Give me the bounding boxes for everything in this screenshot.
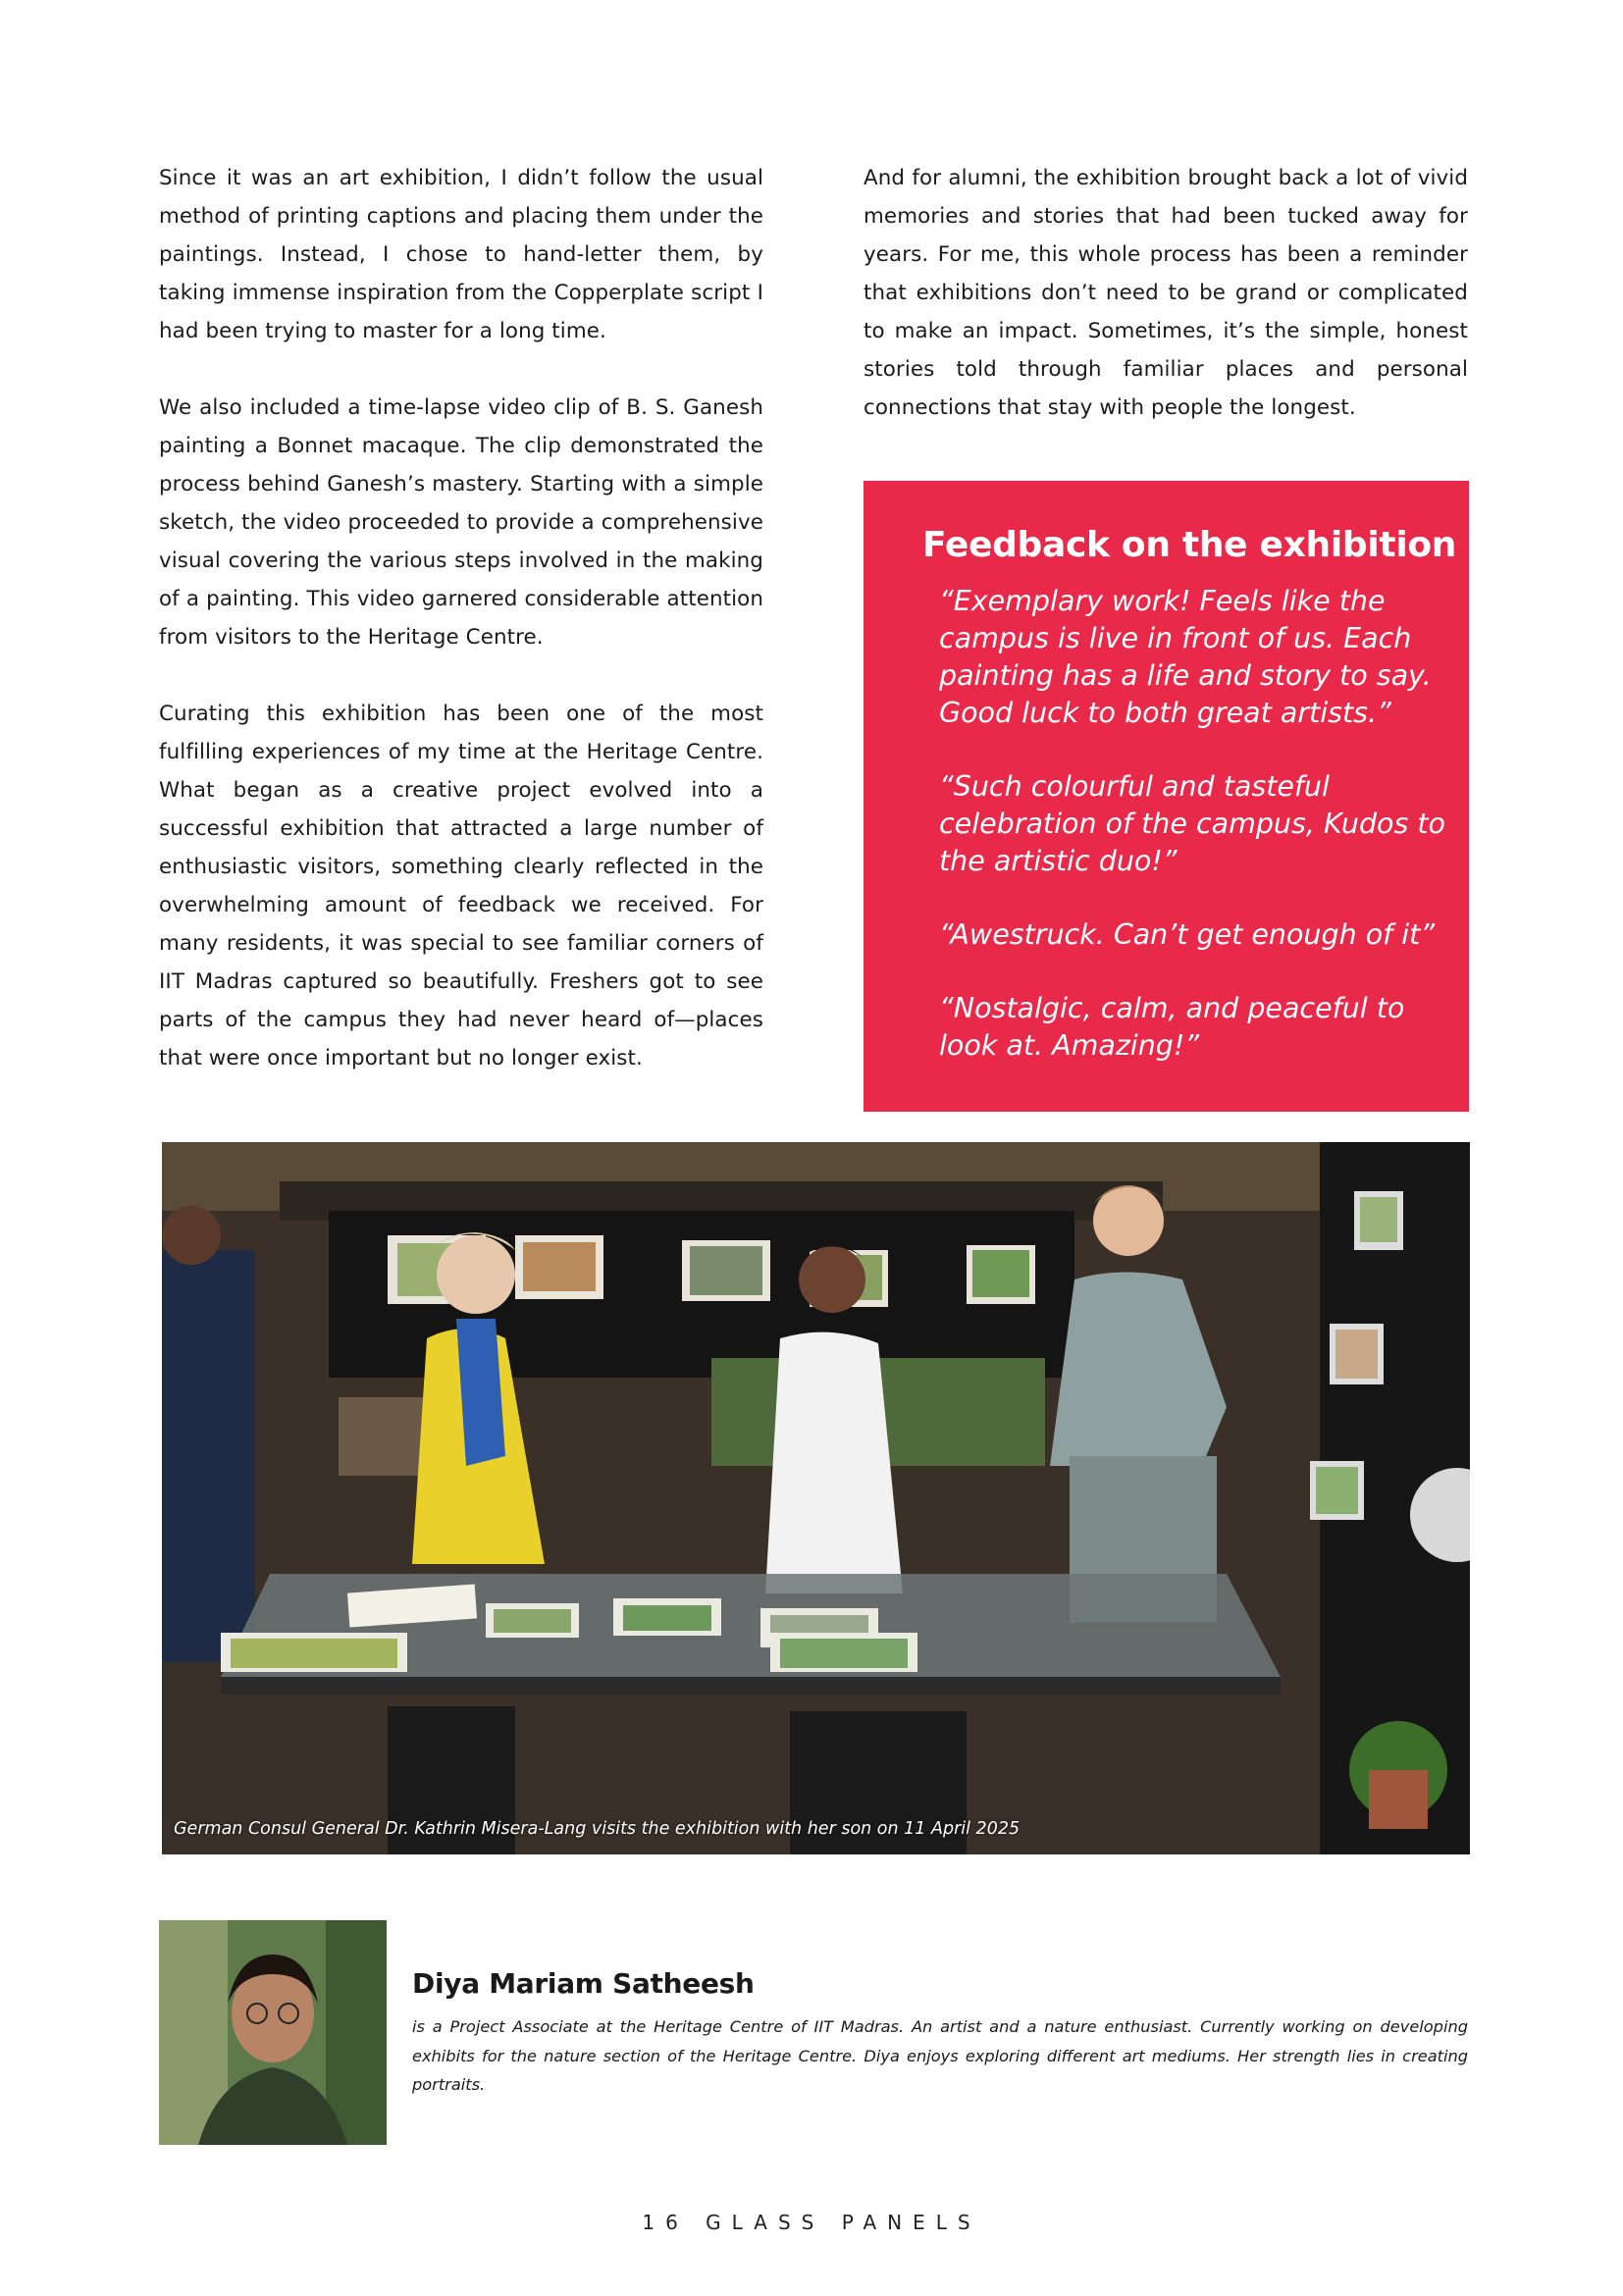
photo-caption: German Consul General Dr. Kathrin Misera-Lang visits the exhibition with her son on 11 April 2025 (174, 1819, 1021, 1839)
left-text-column (159, 159, 763, 1077)
feedback-box (864, 481, 1469, 1112)
body-paragraph: Since it was an art exhibition, I didn’t follow the usual method of printing captions and placing them under the paintings. Instead, I chose to hand-letter them, by taking immense inspiration from the Copperplate script I had been trying to master for a long time. (159, 166, 763, 343)
avatar (159, 1920, 387, 2145)
feedback-quote: “Nostalgic, calm, and peaceful to look at. Amazing!” (939, 992, 1405, 1062)
feedback-quote: “Such colourful and tasteful celebration of the campus, Kudos to the artistic duo!” (939, 770, 1445, 877)
feedback-title: Feedback on the exhibition (922, 525, 1457, 565)
right-text-column (864, 159, 1468, 427)
body-paragraph: And for alumni, the exhibition brought back a lot of vivid memories and stories that had been tucked away for years. For me, this whole process has been a reminder that exhibitions don’t need to be grand or complicated to make an impact. Sometimes, it’s the simple, honest stories told through familiar places and personal connections that stay with people the longest. (864, 166, 1468, 420)
feedback-quote: “Exemplary work! Feels like the campus is live in front of us. Each painting has a life and story to say. Good luck to both great artists.” (939, 585, 1432, 729)
body-paragraph: Curating this exhibition has been one of the most fulfilling experiences of my time at the Heritage Centre. What began as a creative project evolved into a successful exhibition that attracted a large number of enthusiastic visitors, something clearly reflected in the overwhelming amount of feedback we received. For many residents, it was special to see familiar corners of IIT Madras captured so beautifully. Freshers got to see parts of the campus they had never heard of—places that were once important but no longer exist. (159, 702, 763, 1070)
author-bio: is a Project Associate at the Heritage Centre of IIT Madras. An artist and a nature enthusiast. Currently working on developing exhibits for the nature section of the Heritage Centre. Diya enjoys exploring different art mediums. Her strength lies in creating portraits. (412, 2017, 1468, 2094)
page-footer: 16 GLASS PANELS (642, 2211, 981, 2234)
author-portrait (159, 1920, 387, 2145)
body-paragraph: We also included a time-lapse video clip of B. S. Ganesh painting a Bonnet macaque. The clip demonstrated the process behind Ganesh’s mastery. Starting with a simple sketch, the video proceeded to provide a comprehensive visual covering the various steps involved in the making of a painting. This video garnered considerable attention from visitors to the Heritage Centre. (159, 395, 763, 650)
author-name: Diya Mariam Satheesh (412, 1967, 755, 2000)
feedback-quote: “Awestruck. Can’t get enough of it” (939, 918, 1436, 951)
exhibition-photo (162, 1142, 1470, 1854)
exhibition-photo-illustration (162, 1142, 1470, 1854)
